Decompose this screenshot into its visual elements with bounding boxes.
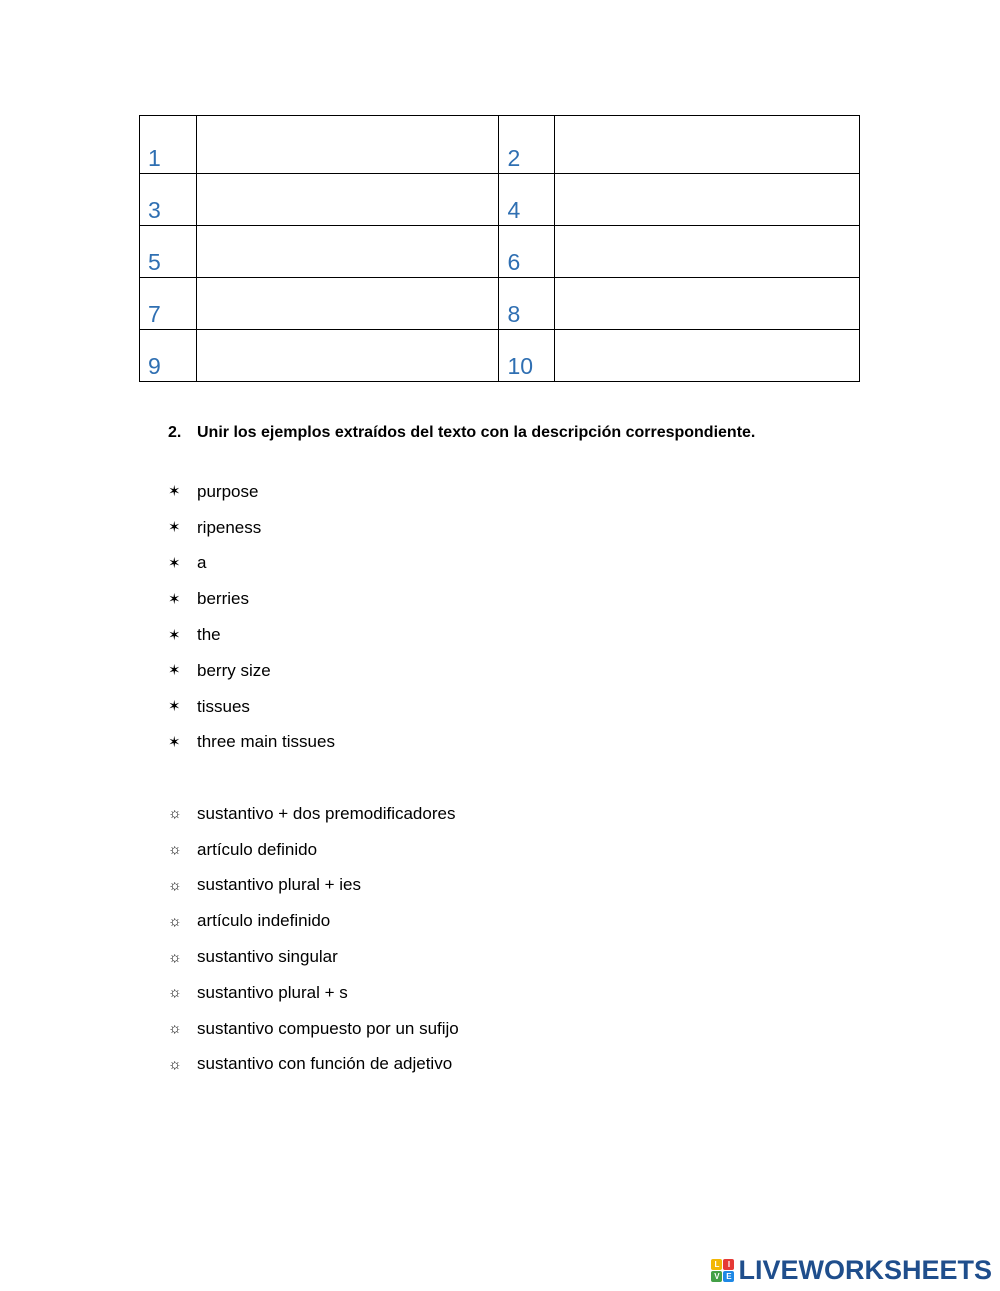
answer-number: 4 <box>507 197 521 223</box>
star-bullet-icon: ✶ <box>168 590 181 608</box>
answer-blank-2[interactable] <box>554 116 859 174</box>
sun-bullet-icon: ☼ <box>168 948 182 966</box>
list-item[interactable] <box>168 546 335 582</box>
example-text: the <box>197 625 221 645</box>
table-row <box>140 278 860 330</box>
sun-bullet-icon: ☼ <box>168 984 182 1002</box>
sun-bullet-icon: ☼ <box>168 1020 182 1038</box>
instruction <box>168 424 755 442</box>
answer-number: 10 <box>507 353 534 379</box>
answer-input[interactable] <box>555 116 859 173</box>
answer-number: 8 <box>507 301 521 327</box>
number-cell <box>499 226 554 278</box>
list-item[interactable] <box>168 653 335 689</box>
list-item[interactable] <box>168 510 335 546</box>
answer-input[interactable] <box>197 116 498 173</box>
answer-input[interactable] <box>197 226 498 277</box>
answer-blank-10[interactable] <box>554 330 859 382</box>
number-cell <box>140 278 197 330</box>
answer-number: 3 <box>148 197 161 223</box>
logo-text: LIVEWORKSHEETS <box>738 1255 992 1285</box>
star-bullet-icon: ✶ <box>168 662 181 680</box>
sun-bullet-icon: ☼ <box>168 805 182 823</box>
description-text: sustantivo plural + s <box>197 982 348 1002</box>
list-item[interactable] <box>168 689 335 725</box>
logo-mark-letter: E <box>723 1271 734 1282</box>
list-item[interactable] <box>168 617 335 653</box>
answer-blank-8[interactable] <box>554 278 859 330</box>
number-cell <box>140 174 197 226</box>
answer-input[interactable] <box>555 174 859 225</box>
list-item[interactable] <box>168 832 459 868</box>
answer-blank-3[interactable] <box>197 174 499 226</box>
number-cell <box>499 116 554 174</box>
answer-number: 9 <box>148 353 161 379</box>
answer-number: 5 <box>148 249 161 275</box>
answer-blank-7[interactable] <box>197 278 499 330</box>
description-text: artículo definido <box>197 839 318 859</box>
sun-bullet-icon: ☼ <box>168 1055 182 1073</box>
answer-number: 1 <box>148 145 161 171</box>
description-text: sustantivo plural + ies <box>197 875 361 895</box>
answer-number: 2 <box>507 145 521 171</box>
answer-input[interactable] <box>197 330 498 381</box>
answer-number: 7 <box>148 301 161 327</box>
answer-blank-4[interactable] <box>554 174 859 226</box>
logo-mark-letter: L <box>711 1259 722 1270</box>
table-row <box>140 116 860 174</box>
description-text: sustantivo compuesto por un sufijo <box>197 1018 459 1038</box>
answer-number: 6 <box>507 249 521 275</box>
list-item[interactable] <box>168 725 335 761</box>
answer-input[interactable] <box>197 174 498 225</box>
example-text: ripeness <box>197 517 262 537</box>
instruction-number: 2. <box>168 424 182 441</box>
description-text: artículo indefinido <box>197 911 331 931</box>
examples-list <box>168 474 335 760</box>
list-item[interactable] <box>168 581 335 617</box>
star-bullet-icon: ✶ <box>168 519 181 537</box>
example-text: three main tissues <box>197 732 335 752</box>
answer-table <box>139 115 860 382</box>
description-text: sustantivo + dos premodificadores <box>197 803 456 823</box>
instruction-text: Unir los ejemplos extraídos del texto con la descripción correspondiente. <box>197 424 756 441</box>
list-item[interactable] <box>168 975 459 1011</box>
sun-bullet-icon: ☼ <box>168 841 182 859</box>
number-cell <box>499 330 554 382</box>
list-item[interactable] <box>168 474 335 510</box>
table-row <box>140 174 860 226</box>
description-text: sustantivo singular <box>197 947 338 967</box>
star-bullet-icon: ✶ <box>168 483 181 501</box>
answer-input[interactable] <box>197 278 498 329</box>
number-cell <box>140 226 197 278</box>
example-text: purpose <box>197 481 259 501</box>
descriptions-list <box>168 796 459 1082</box>
star-bullet-icon: ✶ <box>168 554 181 572</box>
example-text: berries <box>197 589 249 609</box>
logo-mark-icon <box>711 1259 734 1282</box>
list-item[interactable] <box>168 903 459 939</box>
list-item[interactable] <box>168 1011 459 1047</box>
logo-mark-letter: V <box>711 1271 722 1282</box>
list-item[interactable] <box>168 868 459 904</box>
table-row <box>140 226 860 278</box>
star-bullet-icon: ✶ <box>168 698 181 716</box>
list-item[interactable] <box>168 1047 459 1083</box>
answer-blank-1[interactable] <box>197 116 499 174</box>
description-text: sustantivo con función de adjetivo <box>197 1054 453 1074</box>
star-bullet-icon: ✶ <box>168 626 181 644</box>
example-text: a <box>197 553 207 573</box>
star-bullet-icon: ✶ <box>168 733 181 751</box>
list-item[interactable] <box>168 939 459 975</box>
number-cell <box>140 116 197 174</box>
answer-input[interactable] <box>555 330 859 381</box>
answer-blank-9[interactable] <box>197 330 499 382</box>
list-item[interactable] <box>168 796 459 832</box>
number-cell <box>499 174 554 226</box>
sun-bullet-icon: ☼ <box>168 876 182 894</box>
example-text: berry size <box>197 660 271 680</box>
sun-bullet-icon: ☼ <box>168 912 182 930</box>
answer-blank-5[interactable] <box>197 226 499 278</box>
table-row <box>140 330 860 382</box>
logo-mark-letter: I <box>723 1259 734 1270</box>
liveworksheets-logo <box>711 1255 992 1286</box>
answer-blank-6[interactable] <box>554 226 859 278</box>
number-cell <box>499 278 554 330</box>
example-text: tissues <box>197 696 250 716</box>
number-cell <box>140 330 197 382</box>
answer-input[interactable] <box>555 278 859 329</box>
answer-input[interactable] <box>555 226 859 277</box>
